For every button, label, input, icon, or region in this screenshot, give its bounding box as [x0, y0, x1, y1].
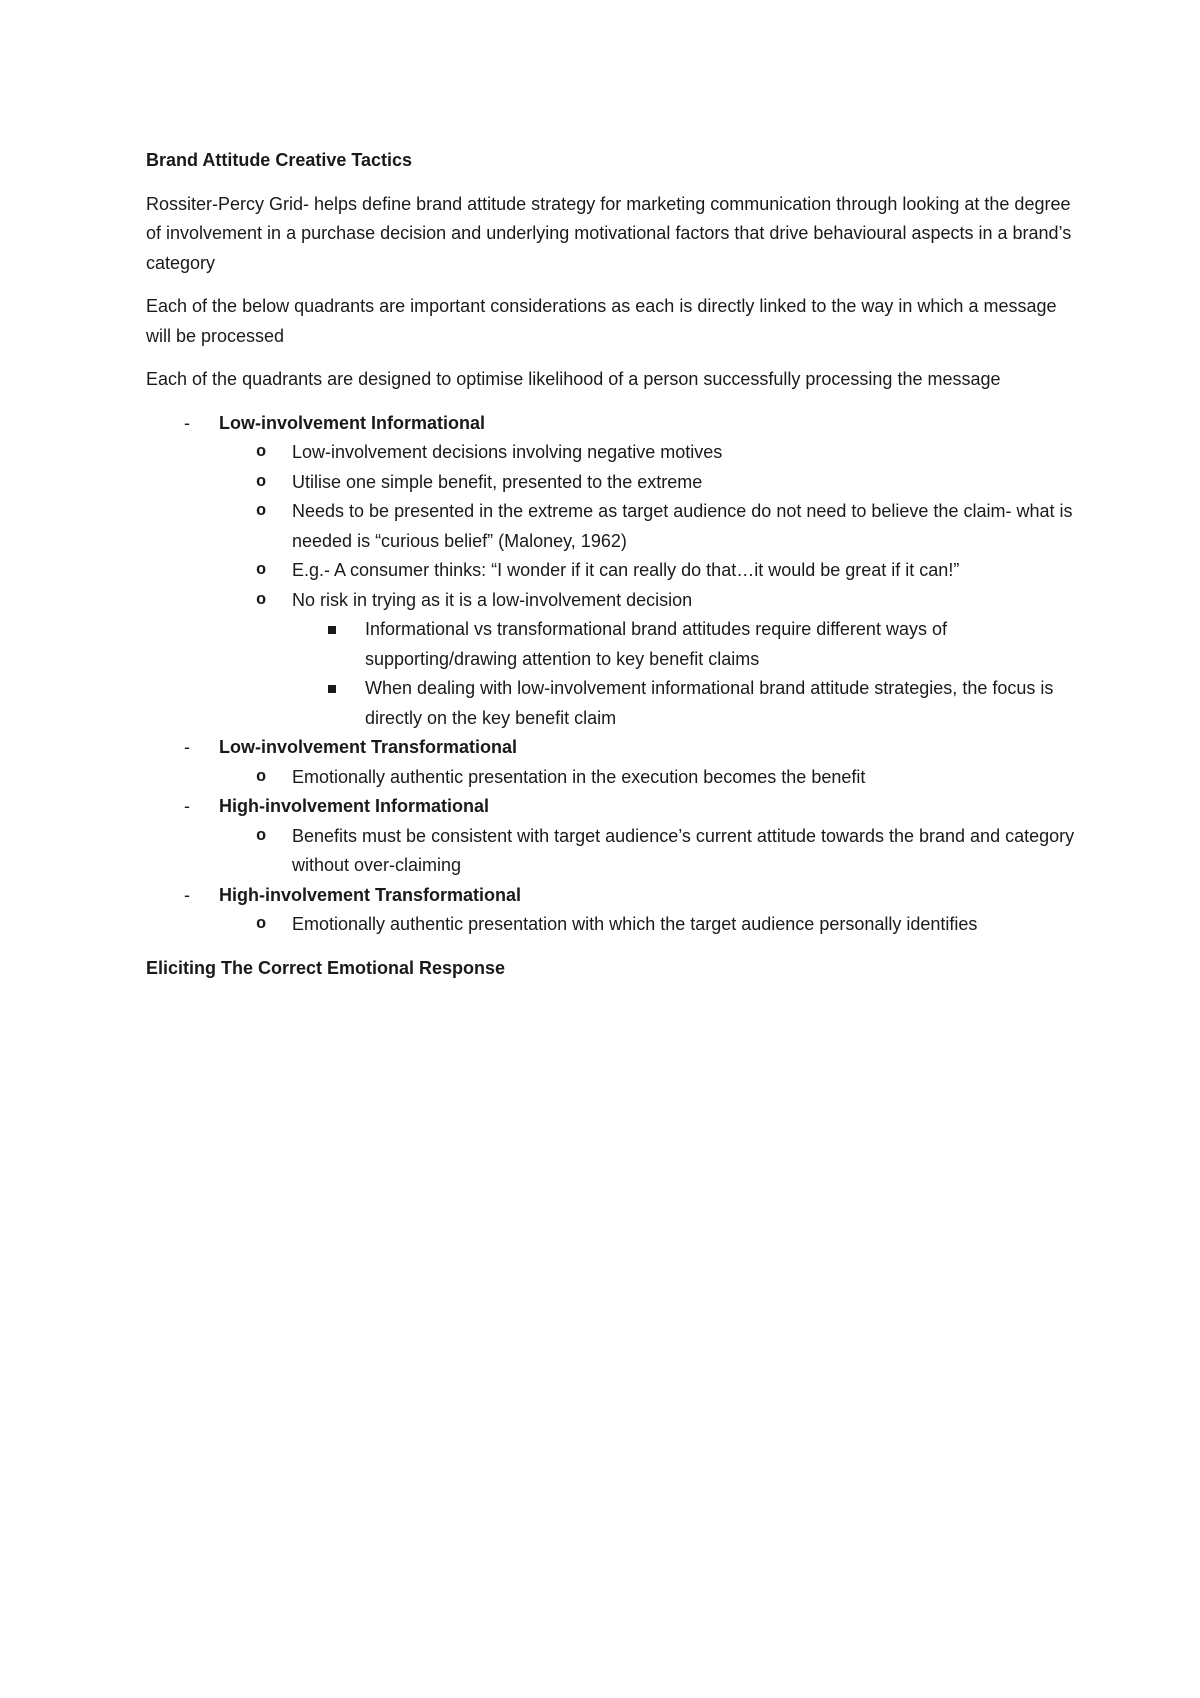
dash-bullet: - — [184, 884, 190, 905]
quadrant-item — [146, 409, 1076, 734]
subpoint-text: When dealing with low-involvement informational brand attitude strategies, the focus is directly on the key benefit claim — [365, 678, 1054, 728]
quadrant-points — [219, 822, 1076, 881]
point-text: Emotionally authentic presentation with which the target audience personally identifies — [292, 914, 978, 934]
point-text: No risk in trying as it is a low-involvement decision — [292, 589, 693, 610]
circle-bullet: o — [256, 767, 267, 787]
paragraph-quadrants-designed: Each of the quadrants are designed to optimise likelihood of a person successfully processing the message — [146, 369, 1001, 389]
dash-bullet: - — [184, 796, 190, 816]
quadrant-list-block — [146, 409, 1076, 940]
quadrant-list — [146, 409, 1076, 940]
circle-bullet: o — [256, 590, 267, 610]
point-text: Needs to be presented in the extreme as target audience do not need to believe the claim- what is needed is “curious belief” (Maloney, 1962) — [292, 501, 1073, 551]
subpoint-text: Informational vs transformational brand attitudes require different ways of supporting/drawing attention to key benefit claims — [365, 619, 947, 669]
quadrant-point — [219, 763, 1076, 793]
quadrant-point — [219, 438, 1076, 468]
quadrant-point — [219, 586, 1076, 734]
point-text: Low-involvement decisions involving negative motives — [292, 442, 723, 462]
quadrant-points — [219, 763, 1076, 793]
quadrant-item — [146, 733, 1076, 792]
document-title: Brand Attitude Creative Tactics — [146, 150, 413, 170]
point-text: Utilise one simple benefit, presented to the extreme — [292, 471, 703, 492]
closing-heading: Eliciting The Correct Emotional Response — [146, 957, 506, 978]
point-text: Benefits must be consistent with target audience’s current attitude towards the brand and category without over-claiming — [292, 825, 1075, 875]
quadrant-point — [219, 822, 1076, 881]
quadrant-point — [219, 468, 1076, 498]
circle-bullet: o — [256, 915, 267, 934]
dash-bullet: - — [184, 412, 190, 433]
quadrant-item — [146, 881, 1076, 940]
circle-bullet: o — [256, 561, 267, 580]
circle-bullet: o — [256, 472, 267, 492]
quadrant-label: High-involvement Transformational — [219, 884, 522, 905]
circle-bullet: o — [256, 502, 267, 521]
quadrant-label: Low-involvement Informational — [219, 412, 486, 433]
circle-bullet: o — [256, 443, 267, 462]
dash-bullet: - — [184, 737, 190, 757]
point-text: E.g.- A consumer thinks: “I wonder if it can really do that…it would be great if it can!” — [292, 560, 960, 580]
quadrant-point — [219, 497, 1076, 556]
quadrant-item — [146, 792, 1076, 881]
quadrant-subpoints — [292, 615, 1076, 733]
quadrant-label: High-involvement Informational — [219, 796, 490, 816]
quadrant-label: Low-involvement Transformational — [219, 737, 518, 757]
square-bullet-icon — [328, 685, 336, 693]
quadrant-points — [219, 910, 1076, 940]
document-body — [146, 146, 1076, 997]
quadrant-subpoint — [292, 615, 1076, 674]
square-bullet-icon — [328, 626, 336, 634]
paragraph-rossiter-percy: Rossiter-Percy Grid- helps define brand attitude strategy for marketing communication through looking at the degree of involvement in a purchase decision and underlying motivational factors that drive behavioural aspects in a brand’s category — [146, 193, 1072, 273]
paragraph-quadrants-considerations: Each of the below quadrants are important considerations as each is directly linked to the way in which a message will be processed — [146, 296, 1057, 346]
point-text: Emotionally authentic presentation in the execution becomes the benefit — [292, 766, 866, 787]
quadrant-points — [219, 438, 1076, 733]
quadrant-point — [219, 556, 1076, 586]
quadrant-point — [219, 910, 1076, 940]
quadrant-subpoint — [292, 674, 1076, 733]
circle-bullet: o — [256, 826, 267, 846]
